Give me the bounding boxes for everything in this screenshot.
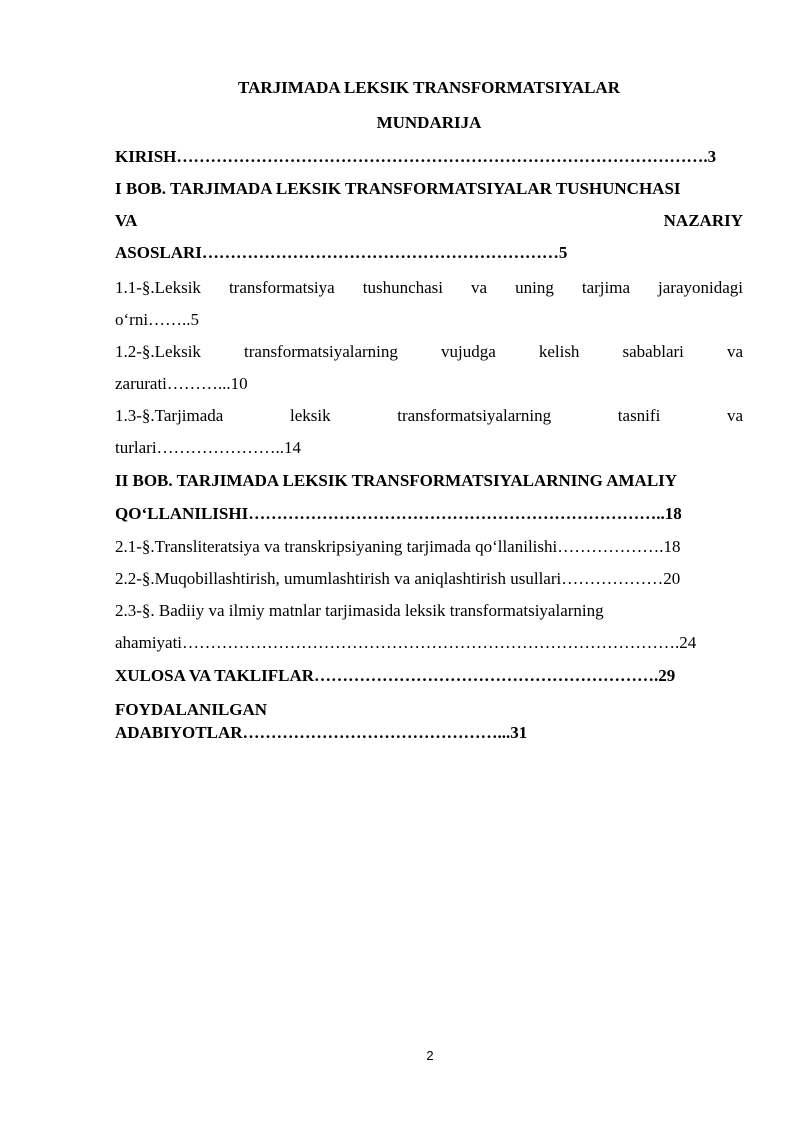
toc-chapter-2-line-2: QO‘LLANILISHI………………………………………………………………..18 [115,504,682,523]
toc-chapter-1-line-3: ASOSLARI………………………………………………………5 [115,243,568,262]
toc-section-1-1-line-1: 1.1-§.Leksik transformatsiya tushunchasi va uning tarjima jarayonidagi [115,278,743,297]
toc-section-1-3-line-2: turlari…………………..14 [115,438,302,457]
toc-section-2-3-line-1: 2.3-§. Badiiy va ilmiy matnlar tarjimasida leksik transformatsiyalarning [115,601,604,620]
toc-entry-kirish: KIRISH………………………………………………………………………………….3 [115,147,717,166]
toc-section-1-3-line-1: 1.3-§.Tarjimada leksik transformatsiyalarning tasnifi va [115,406,743,425]
document-title: TARJIMADA LEKSIK TRANSFORMATSIYALAR [238,78,620,97]
toc-chapter-1-line-1: I BOB. TARJIMADA LEKSIK TRANSFORMATSIYALAR TUSHUNCHASI [115,179,681,198]
toc-section-1-2-line-1: 1.2-§.Leksik transformatsiyalarning vujudga kelish sabablari va [115,342,743,361]
toc-section-1-2-line-2: zarurati………...10 [115,374,248,393]
toc-chapter-1-line-2b: NAZARIY [663,211,743,230]
toc-entry-bibliography-line-2: ADABIYOTLAR………………………………………...31 [115,723,528,742]
toc-heading: MUNDARIJA [376,113,482,132]
toc-section-2-3-line-2: ahamiyati…………………………………………………………………………….24 [115,633,697,652]
toc-section-2-2: 2.2-§.Muqobillashtirish, umumlashtirish va aniqlashtirish usullari………………20 [115,569,681,588]
page-number: 2 [426,1048,434,1063]
toc-chapter-2-line-1: II BOB. TARJIMADA LEKSIK TRANSFORMATSIYALARNING AMALIY [115,471,678,490]
toc-chapter-1-line-2a: VA [115,211,138,230]
toc-section-2-1: 2.1-§.Transliteratsiya va transkripsiyaning tarjimada qo‘llanilishi……………….18 [115,537,681,556]
toc-section-1-1-line-2: o‘rni……..5 [115,310,200,329]
toc-entry-bibliography-line-1: FOYDALANILGAN [115,700,268,719]
toc-entry-xulosa: XULOSA VA TAKLIFLAR…………………………………………………….29 [115,666,676,685]
